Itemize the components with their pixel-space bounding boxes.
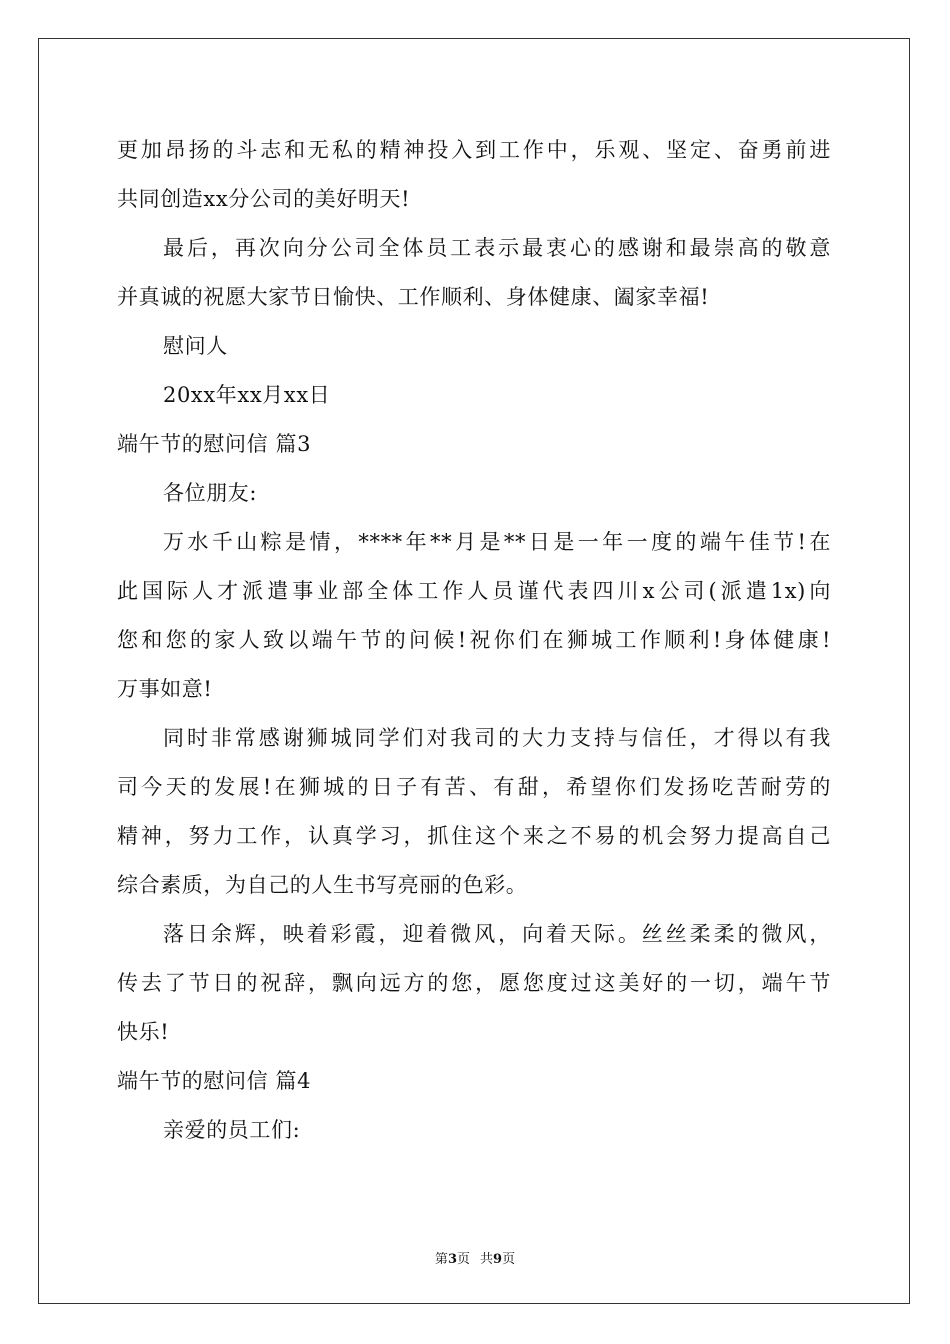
paragraph-line: 综合素质，为自己的人生书写亮丽的色彩。 bbox=[117, 873, 528, 897]
total-label-suffix: 页 bbox=[502, 1252, 516, 1267]
salutation: 亲爱的员工们: bbox=[163, 1118, 301, 1142]
paragraph-line: 快乐! bbox=[117, 1020, 170, 1044]
page-label-prefix: 第 bbox=[434, 1252, 448, 1267]
page-footer bbox=[0, 1248, 950, 1267]
total-label-prefix: 共 bbox=[480, 1252, 494, 1267]
paragraph-line: 并真诚的祝愿大家节日愉快、工作顺利、身体健康、阖家幸福! bbox=[117, 285, 710, 309]
paragraph-line: 传去了节日的祝辞，飘向远方的您，愿您度过这美好的一切，端午节 bbox=[117, 971, 831, 995]
signature-date: 20xx年xx月xx日 bbox=[163, 383, 331, 407]
paragraph-line: 司今天的发展!在狮城的日子有苦、有甜，希望你们发扬吃苦耐劳的 bbox=[117, 775, 831, 799]
total-pages: 9 bbox=[493, 1252, 503, 1267]
section-heading: 端午节的慰问信 篇4 bbox=[117, 1069, 312, 1093]
paragraph-line: 精神，努力工作，认真学习，抓住这个来之不易的机会努力提高自己 bbox=[117, 824, 831, 848]
paragraph-line: 同时非常感谢狮城同学们对我司的大力支持与信任，才得以有我 bbox=[163, 726, 831, 750]
paragraph-line: 更加昂扬的斗志和无私的精神投入到工作中，乐观、坚定、奋勇前进 bbox=[117, 138, 831, 162]
paragraph-line: 万事如意! bbox=[117, 677, 213, 701]
page-number: 3 bbox=[447, 1252, 457, 1267]
section-heading: 端午节的慰问信 篇3 bbox=[117, 432, 312, 456]
document-body bbox=[117, 126, 837, 1155]
paragraph-line: 万水千山粽是情，****年**月是**日是一年一度的端午佳节!在 bbox=[163, 530, 831, 554]
signature-label: 慰问人 bbox=[163, 334, 228, 358]
paragraph-line: 共同创造xx分公司的美好明天! bbox=[117, 187, 411, 211]
page-label-suffix: 页 bbox=[456, 1252, 470, 1267]
paragraph-line: 您和您的家人致以端午节的问候!祝你们在狮城工作顺利!身体健康! bbox=[117, 628, 831, 652]
paragraph-line: 最后，再次向分公司全体员工表示最衷心的感谢和最崇高的敬意 bbox=[163, 236, 831, 260]
paragraph-line: 此国际人才派遣事业部全体工作人员谨代表四川x公司(派遣1x)向 bbox=[117, 579, 831, 603]
paragraph-line: 落日余辉，映着彩霞，迎着微风，向着天际。丝丝柔柔的微风， bbox=[163, 922, 831, 946]
salutation: 各位朋友: bbox=[163, 481, 258, 505]
